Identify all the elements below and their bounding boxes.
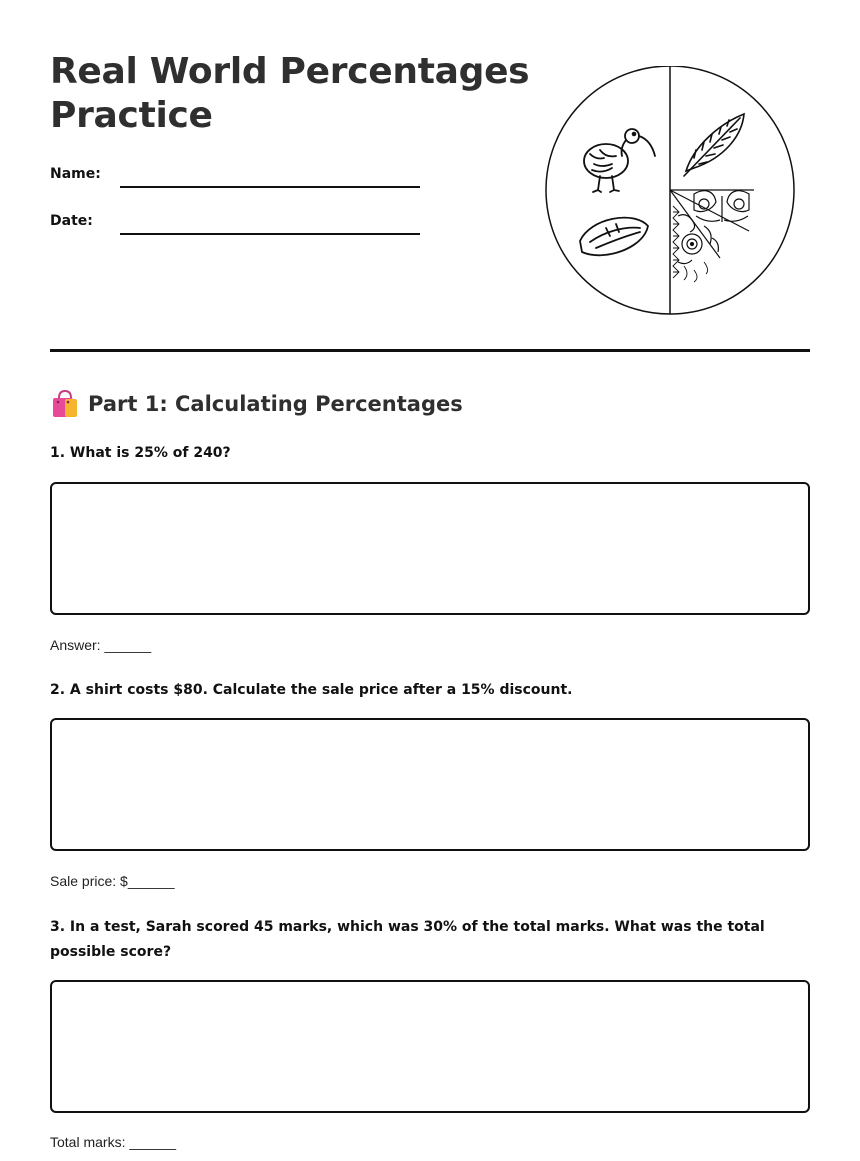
section-divider xyxy=(50,349,810,352)
question-2: 2. A shirt costs $80. Calculate the sale price after a 15% discount. xyxy=(50,682,573,698)
answer-label-2: Sale price: $______ xyxy=(50,873,175,889)
date-label: Date: xyxy=(50,213,93,229)
date-field[interactable] xyxy=(120,233,420,235)
shopping-bag-icon xyxy=(50,389,80,419)
answer-box-1[interactable] xyxy=(50,482,810,615)
question-3: 3. In a test, Sarah scored 45 marks, which was 30% of the total marks. What was the total possible score? xyxy=(50,919,765,960)
answer-box-3[interactable] xyxy=(50,980,810,1113)
answer-box-2[interactable] xyxy=(50,718,810,851)
section-heading xyxy=(50,389,463,419)
name-label: Name: xyxy=(50,166,101,182)
page-title: Real World Percentages Practice xyxy=(50,51,530,136)
name-field[interactable] xyxy=(120,186,420,188)
question-1: 1. What is 25% of 240? xyxy=(50,445,231,461)
answer-label-1: Answer: ______ xyxy=(50,637,152,653)
worksheet-page xyxy=(50,0,810,1161)
section-heading-text: Part 1: Calculating Percentages xyxy=(88,392,463,416)
pie-illustration xyxy=(544,66,796,316)
answer-label-3: Total marks: ______ xyxy=(50,1134,177,1150)
